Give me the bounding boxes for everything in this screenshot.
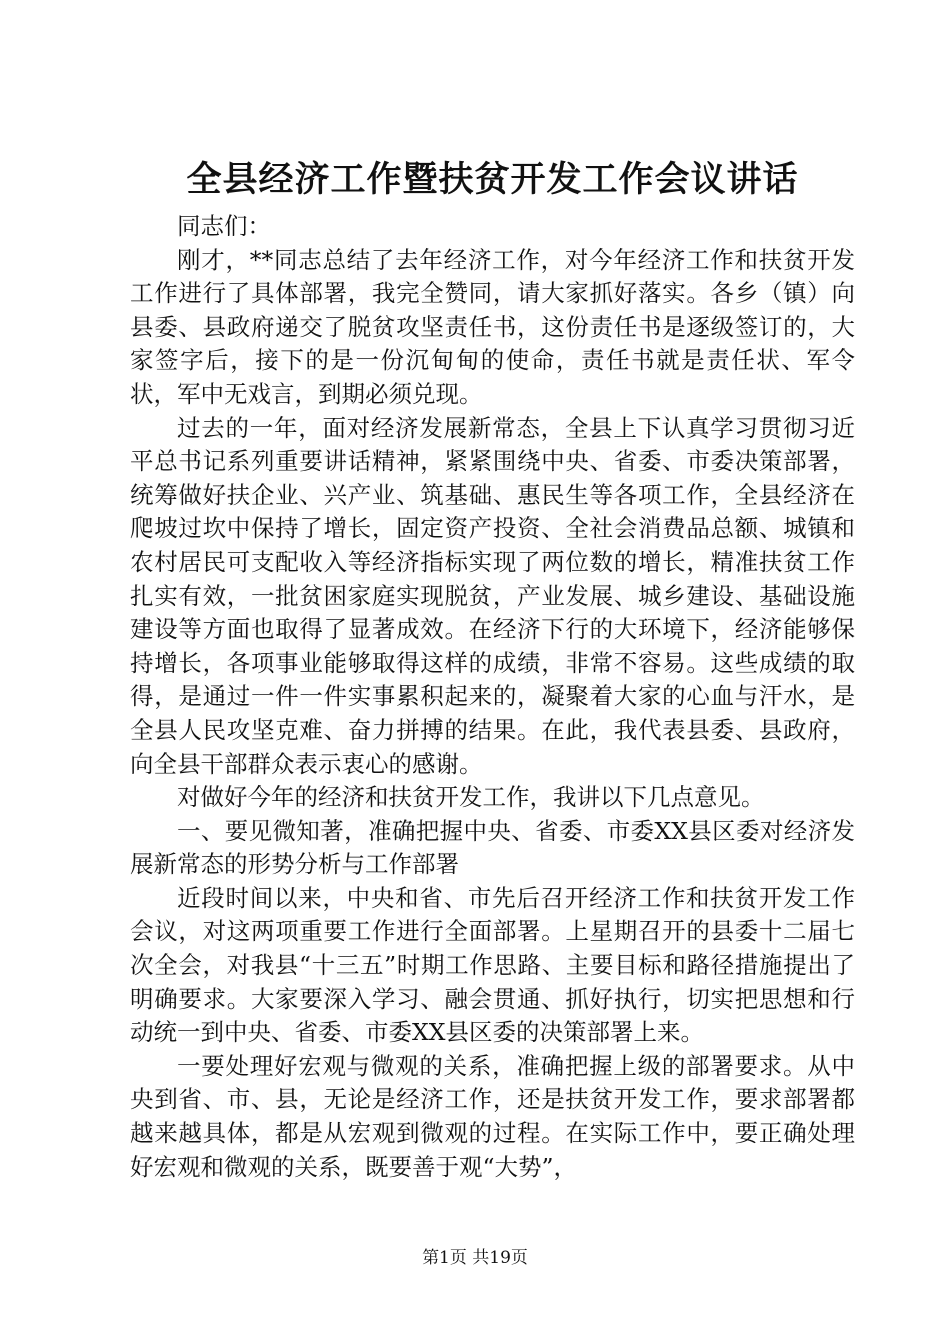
document-page [130, 150, 855, 1184]
document-body [130, 210, 855, 1184]
paragraph: 近段时间以来，中央和省、市先后召开经济工作和扶贫开发工作会议，对这两项重要工作进行全面部署。上星期召开的县委十二届七次全会，对我县“十三五”时期工作思路、主要目标和路径措施提出了明确要求。大家要深入学习、融会贯通、抓好执行，切实把思想和行动统一到中央、省委、市委XX县区委的决策部署上来。 [130, 883, 855, 1047]
section-heading: 一、要见微知著，准确把握中央、省委、市委XX县区委对经济发展新常态的形势分析与工作部署 [130, 816, 855, 879]
paragraph: 对做好今年的经济和扶贫开发工作，我讲以下几点意见。 [177, 783, 765, 812]
salutation: 同志们： [177, 212, 271, 240]
paragraph: 刚才，**同志总结了去年经济工作，对今年经济工作和扶贫开发工作进行了具体部署，我完全赞同，请大家抓好落实。各乡（镇）向县委、县政府递交了脱贫攻坚责任书，这份责任书是逐级签订的，大家签字后，接下的是一份沉甸甸的使命，责任书就是责任状、军令状，军中无戏言，到期必须兑现。 [130, 245, 855, 408]
page-footer: 第1页 共19页 [422, 1248, 528, 1268]
document-title: 全县经济工作暨扶贫开发工作会议讲话 [186, 159, 799, 200]
paragraph: 过去的一年，面对经济发展新常态，全县上下认真学习贯彻习近平总书记系列重要讲话精神，紧紧围绕中央、省委、市委决策部署，统筹做好扶企业、兴产业、筑基础、惠民生等各项工作，全县经济在爬坡过坎中保持了增长，固定资产投资、全社会消费品总额、城镇和农村居民可支配收入等经济指标实现了两位数的增长，精准扶贫工作扎实有效，一批贫困家庭实现脱贫，产业发展、城乡建设、基础设施建设等方面也取得了显著成效。在经济下行的大环境下，经济能够保持增长，各项事业能够取得这样的成绩，非常不容易。这些成绩的取得，是通过一件一件实事累积起来的，凝聚着大家的心血与汗水，是全县人民攻坚克难、奋力拼搏的结果。在此，我代表县委、县政府，向全县干部群众表示衷心的感谢。 [130, 413, 855, 778]
paragraph: 一要处理好宏观与微观的关系，准确把握上级的部署要求。从中央到省、市、县，无论是经济工作，还是扶贫开发工作，要求部署都越来越具体，都是从宏观到微观的过程。在实际工作中，要正确处理好宏观和微观的关系，既要善于观“大势”， [130, 1051, 855, 1181]
